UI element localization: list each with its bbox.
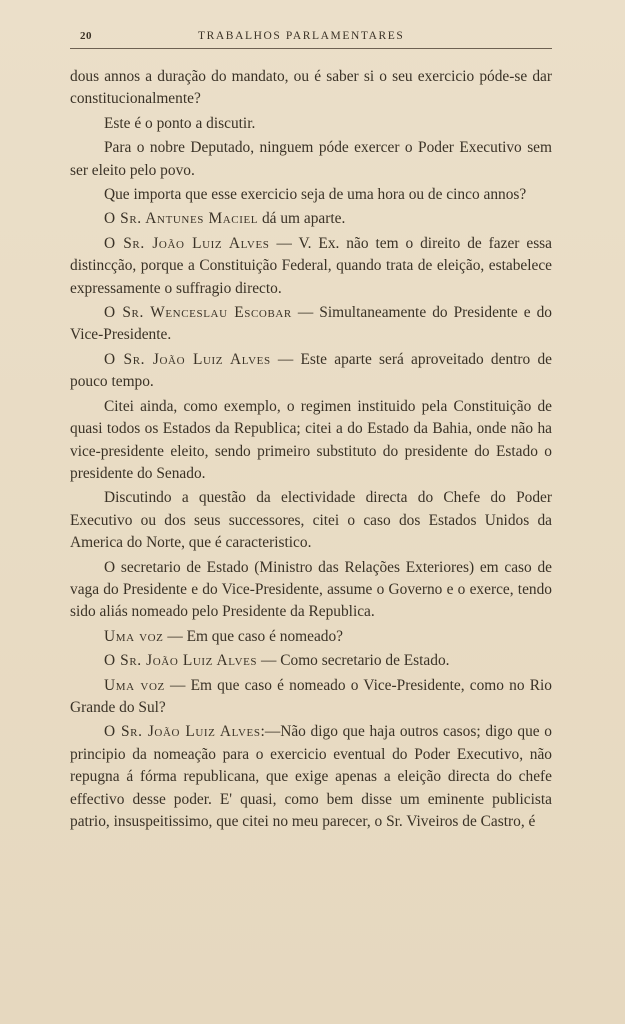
paragraph [70, 626, 552, 648]
paragraph-text: Para o nobre Deputado, ninguem póde exercer o Poder Executivo sem ser eleito pelo povo. [70, 139, 552, 179]
paragraph [70, 487, 552, 554]
paragraph [70, 650, 552, 672]
paragraph-text: — Simultaneamente do Presidente e do Vice-Presidente. [70, 304, 552, 344]
paragraph-text: O secretario de Estado (Ministro das Relações Exteriores) em caso de vaga do Presidente e do Vice-Presidente, assume o Governo e o exerce, tendo sido aliás nomeado pelo Presidente da Republica. [70, 558, 552, 621]
paragraph-text: — Como secretario de Estado. [257, 652, 450, 670]
paragraph-text: — Este aparte será aproveitado dentro de pouco tempo. [70, 350, 552, 391]
running-head: TRABALHOS PARLAMENTARES [198, 30, 405, 42]
paragraph-text: Que importa que esse exercicio seja de uma hora ou de cinco annos? [104, 186, 527, 204]
paragraph [70, 184, 552, 206]
paragraph-text: — Em que caso é nomeado? [163, 627, 343, 645]
paragraph-text: Discutindo a questão da electividade directa do Chefe do Poder Executivo ou dos seus successores, citei o caso dos Estados Unidos da America do Norte, que é caracteristico. [70, 489, 552, 552]
paragraph [70, 349, 552, 394]
paragraph-text: dous annos a duração do mandato, ou é saber si o seu exercicio póde-se dar constitucionalmente? [70, 68, 552, 108]
speaker-name: O Sr. João Luiz Alves [104, 234, 270, 252]
paragraph [70, 721, 552, 833]
paragraph-text: — Em que caso é nomeado o Vice-Presidente, como no Rio Grande do Sul? [70, 676, 552, 716]
paragraph-text: :—Não digo que haja outros casos; digo que o principio da nomeação para o exercicio eventual do Poder Executivo, não repugna á fórma republicana, que exige apenas a eleição directa do chefe effectivo desse poder. E' quasi, como bem disse um eminente publicista patrio, insuspeitissimo, que citei no meu parecer, o Sr. Viveiros de Castro, é [70, 723, 552, 830]
paragraph-text: Este é o ponto a discutir. [104, 114, 256, 132]
page-header [70, 28, 552, 49]
speaker-name: Uma voz [104, 627, 164, 645]
paragraph [70, 396, 552, 486]
speaker-name: O Sr. João Luiz Alves [104, 350, 271, 368]
paragraph [70, 675, 552, 720]
speaker-name: O Sr. Antunes Maciel [104, 210, 259, 228]
paragraph [70, 208, 552, 230]
speaker-name: O Sr. Wenceslau Escobar [104, 304, 292, 322]
paragraph-text: Citei ainda, como exemplo, o regimen instituido pela Constituição de quasi todos os Estados da Republica; citei a do Estado da Bahia, onde não ha vice-presidente eleito, sendo primeiro substituto do presidente do Estado o presidente do Senado. [70, 397, 552, 482]
speaker-name: O Sr. João Luiz Alves [104, 723, 261, 741]
paragraph [70, 233, 552, 300]
paragraph-text: dá um aparte. [258, 210, 346, 228]
paragraph-text: — V. Ex. não tem o direito de fazer essa distincção, porque a Constituição Federal, quando trata de eleição, estabelece expressamente o suffragio directo. [70, 234, 553, 297]
speaker-name: Uma voz [104, 676, 165, 694]
paragraph [70, 557, 552, 624]
paragraph [70, 66, 552, 111]
speaker-name: O Sr. João Luiz Alves [104, 652, 258, 670]
paragraph [70, 302, 552, 347]
page-number: 20 [80, 30, 92, 42]
body-text [70, 66, 552, 835]
paragraph [70, 113, 552, 135]
paragraph [70, 137, 552, 182]
